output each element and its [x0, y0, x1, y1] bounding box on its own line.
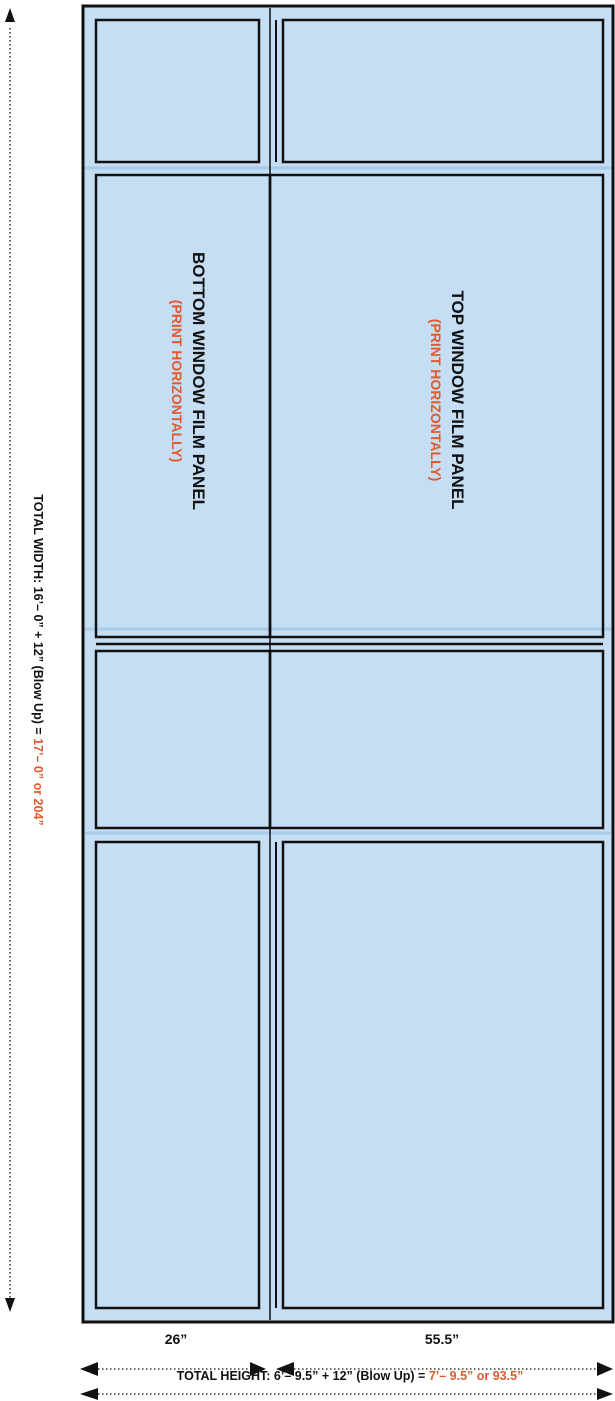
bottom-panel-note: (PRINT HORIZONTALLY): [169, 299, 185, 463]
top-panel-note: (PRINT HORIZONTALLY): [428, 318, 444, 482]
total-height-value: 7’– 9.5” or 93.5”: [428, 1369, 524, 1383]
bottom-panel-title: BOTTOM WINDOW FILM PANEL: [189, 251, 208, 511]
top-panel-title: TOP WINDOW FILM PANEL: [448, 290, 467, 510]
total-height-caption: [177, 1369, 524, 1383]
total-width-dimension: [5, 8, 45, 1312]
arrow-down-icon: [5, 1298, 15, 1312]
total-height-label: TOTAL HEIGHT: 6’– 9.5” + 12” (Blow Up) =: [176, 1369, 429, 1383]
arrow-right-icon: [597, 1388, 613, 1400]
right-section-dimension: 55.5”: [424, 1331, 460, 1347]
left-section-dimension: 26”: [164, 1331, 188, 1347]
total-width-text: [31, 494, 45, 825]
total-width-value: 17’– 0” or 204”: [31, 738, 45, 826]
total-width-label: TOTAL WIDTH: 16’– 0” + 12” (Blow Up) =: [31, 494, 45, 739]
arrow-left-icon: [80, 1388, 98, 1400]
arrow-up-icon: [5, 8, 15, 22]
arrow-right-icon: [597, 1362, 613, 1376]
total-height-dimension: [80, 1369, 613, 1400]
panel-background: [83, 6, 613, 1322]
arrow-left-icon: [80, 1362, 98, 1376]
